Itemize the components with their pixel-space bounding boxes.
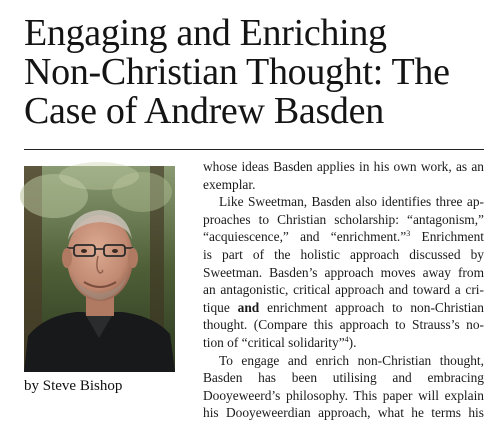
body-text: tique — [203, 299, 238, 315]
body-text: Enrichment — [410, 229, 484, 245]
body-line: Basden has been utilising and embracing — [203, 370, 484, 386]
body-line: is part of the holistic approach discussed by — [203, 246, 484, 262]
article-title — [24, 14, 494, 131]
footnote-ref[interactable]: 4 — [344, 334, 349, 344]
body-line — [203, 228, 484, 246]
emphasis-and: and — [237, 299, 260, 315]
author-byline: by Steve Bishop — [24, 378, 123, 394]
author-photo — [24, 166, 175, 372]
body-line: proaches to Christian scholarship: “antagonism,” — [203, 211, 484, 227]
body-line: thought. (Compare this approach to Strauss’s no- — [203, 317, 484, 333]
body-text: tion of “critical solidarity” — [203, 334, 345, 350]
title-line-1: Engaging and Enriching — [24, 12, 387, 54]
body-line — [203, 334, 484, 352]
title-divider — [24, 149, 484, 150]
body-line: Dooyeweerd’s philosophy. This paper will explain — [203, 387, 484, 403]
title-line-3: Case of Andrew Basden — [24, 90, 384, 132]
body-line: Like Sweetman, Basden also identifies three ap- — [219, 194, 484, 210]
author-photo-icon — [24, 166, 175, 372]
body-line: Sweetman. Basden’s approach moves away from — [203, 264, 484, 280]
article-body-column — [203, 158, 484, 422]
body-line: an antagonistic, critical approach and toward a cri- — [203, 282, 484, 298]
body-line — [203, 299, 484, 317]
body-line: whose ideas Basden applies in his own work, as an — [203, 159, 484, 174]
body-line: exemplar. — [203, 176, 256, 192]
title-line-2: Non-Christian Thought: The — [24, 51, 450, 93]
body-text: enrichment approach to non-Christian — [259, 299, 484, 315]
body-line: his Dooyeweerdian approach, what he terms his — [203, 405, 484, 421]
body-text: “acquiescence,” and “enrichment.” — [203, 229, 407, 245]
body-text: ). — [348, 334, 357, 350]
footnote-ref[interactable]: 3 — [406, 229, 411, 239]
body-line: To engage and enrich non-Christian thought, — [219, 352, 484, 368]
